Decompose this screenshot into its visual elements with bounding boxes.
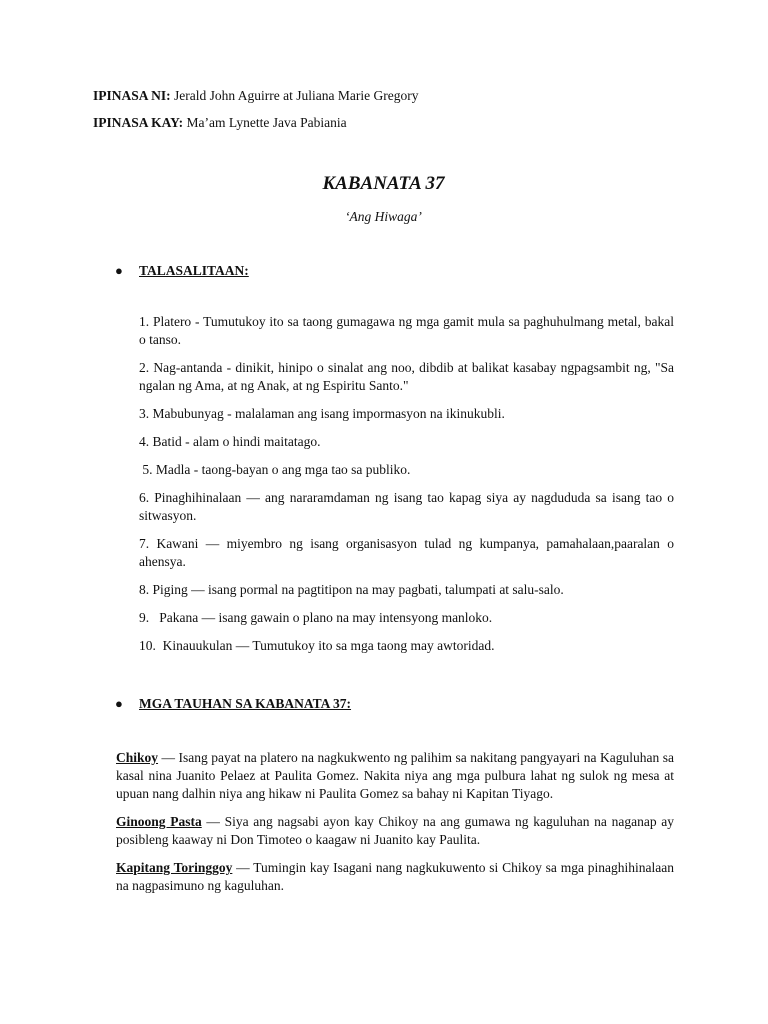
character-name: Chikoy [116,750,159,765]
vocab-item: 1. Platero - Tumutukoy ito sa taong gumagawa ng mga gamit mula sa paghuhulmang metal, bakal o tanso. [139,314,678,347]
vocab-list [139,313,678,655]
vocab-item: 10. Kinauukulan — Tumutukoy ito sa mga taong may awtoridad. [139,638,495,653]
submitted-by-line [93,87,674,105]
submitted-to-line [93,114,674,132]
character-entry [116,859,674,895]
vocab-item: 7. Kawani — miyembro ng isang organisasyon tulad ng kumpanya, pamahalaan,paaralan o ahensya. [139,536,678,569]
characters-heading [115,695,674,713]
character-description: — Siya ang nagsabi ayon kay Chikoy na ang gumawa ng kaguluhan na naganap ay posibleng kaaway ni Don Timoteo o kaagaw ni Juanito kay Paulita. [116,814,675,847]
bullet-icon: ● [115,696,123,711]
vocab-item: 4. Batid - alam o hindi maitatago. [139,434,321,449]
character-entry [116,813,674,849]
character-description: — Isang payat na platero na nagkukwento ng palihim sa nakitang pangyayari na Kaguluhan sa kasal nina Juanito Pelaez at Paulita Gomez. Nakita niya ang mga pulbura lahat ng sulok ng mesa at upuan nang dalhin niya ang hikaw ni Paulita Gomez sa bahay ni Kapitan Tiyago. [116,750,674,801]
characters-list [116,749,674,895]
submitted-by-value: Jerald John Aguirre at Juliana Marie Gregory [170,88,419,103]
vocab-item: 6. Pinaghihinalaan — ang nararamdaman ng isang tao kapag siya ay nagdududa sa isang tao o sitwasyon. [139,490,678,523]
character-name: Kapitang Toringgoy [116,860,233,875]
vocab-item: 9. Pakana — isang gawain o plano na may intensyong manloko. [139,610,493,625]
vocab-item: 3. Mabubunyag - malalaman ang isang impormasyon na ikinukubli. [139,406,505,421]
submitted-to-value: Ma’am Lynette Java Pabiania [183,115,347,130]
character-description: — Tumingin kay Isagani nang nagkukuwento si Chikoy sa mga pinaghihinalaan na nagpasimuno ng kaguluhan. [116,860,674,893]
vocab-item: 5. Madla - taong-bayan o ang mga tao sa publiko. [139,462,411,477]
chapter-subtitle: ‘Ang Hiwaga’ [345,209,422,224]
character-entry [116,749,674,803]
vocab-heading [115,262,674,280]
submitted-to-label: IPINASA KAY: [93,115,184,130]
vocab-heading-label: TALASALITAAN: [139,263,249,278]
chapter-title: KABANATA 37 [322,173,445,194]
submitted-by-label: IPINASA NI: [93,88,171,103]
character-name: Ginoong Pasta [116,814,202,829]
vocab-item: 8. Piging — isang pormal na pagtitipon na may pagbati, talumpati at salu-salo. [139,582,564,597]
bullet-icon: ● [115,263,123,278]
characters-heading-label: MGA TAUHAN SA KABANATA 37: [139,696,352,711]
vocab-item: 2. Nag-antanda - dinikit, hinipo o sinalat ang noo, dibdib at balikat kasabay ngpagsambit ng, "Sa ngalan ng Ama, at ng Anak, at ng Espiritu Santo." [139,360,678,393]
